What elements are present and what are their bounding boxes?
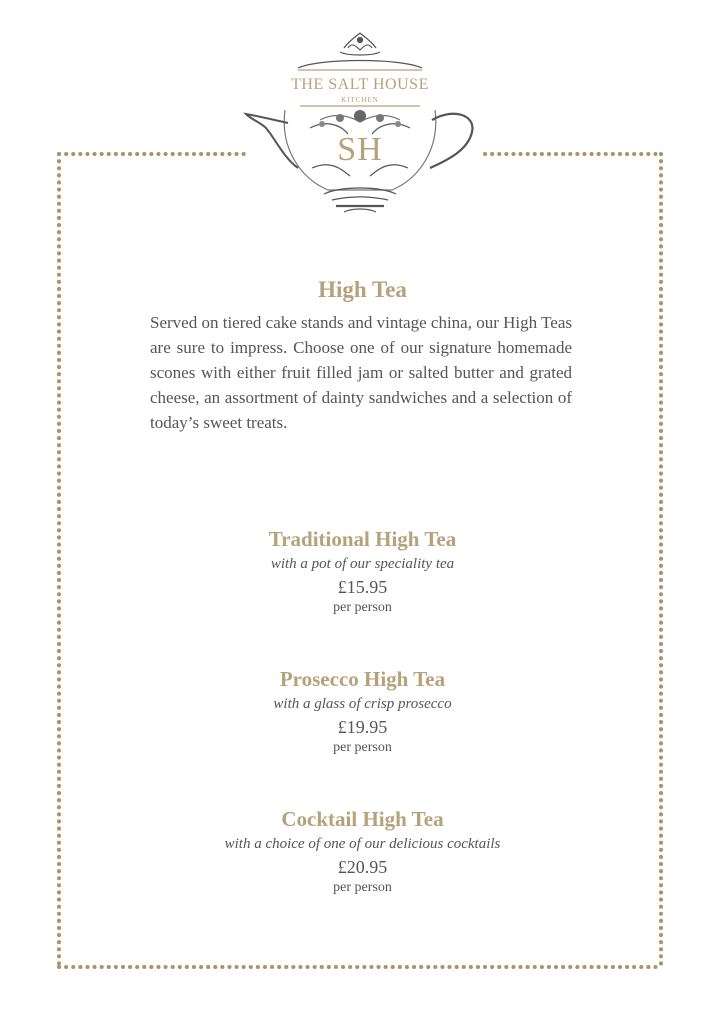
menu-item-price: £19.95 [337, 717, 388, 737]
menu-item-unit: per person [333, 880, 392, 895]
menu-item-unit: per person [333, 740, 392, 755]
brand-name: THE SALT HOUSE [291, 76, 429, 93]
menu-item-description: with a choice of one of our delicious cocktails [224, 836, 501, 852]
menu-item-title: Prosecco High Tea [279, 667, 446, 691]
menu-item-title: Cocktail High Tea [281, 807, 444, 831]
section-description: Served on tiered cake stands and vintage china, our High Teas are sure to impress. Choose one of our signature homemade scones with either fruit filled jam or salted butter and grated cheese, an assortment of dainty sandwiches and a selection of today’s sweet treats. [150, 313, 572, 432]
teapot-logo [240, 28, 480, 218]
section-title: High Tea [318, 277, 407, 302]
menu-item-description: with a glass of crisp prosecco [273, 696, 452, 712]
menu-item-unit: per person [333, 600, 392, 615]
teapot-ornament-icon [240, 28, 480, 218]
menu-item-price: £20.95 [337, 857, 388, 877]
brand-subtitle: KITCHEN [341, 96, 379, 104]
brand-monogram: SH [337, 131, 383, 168]
menu-item-prosecco [0, 665, 725, 757]
menu-item-title: Traditional High Tea [268, 527, 457, 551]
menu-item-description: with a pot of our speciality tea [270, 556, 455, 572]
menu-item-cocktail [0, 805, 725, 897]
menu-item-price: £15.95 [337, 577, 388, 597]
menu-item-traditional [0, 525, 725, 617]
